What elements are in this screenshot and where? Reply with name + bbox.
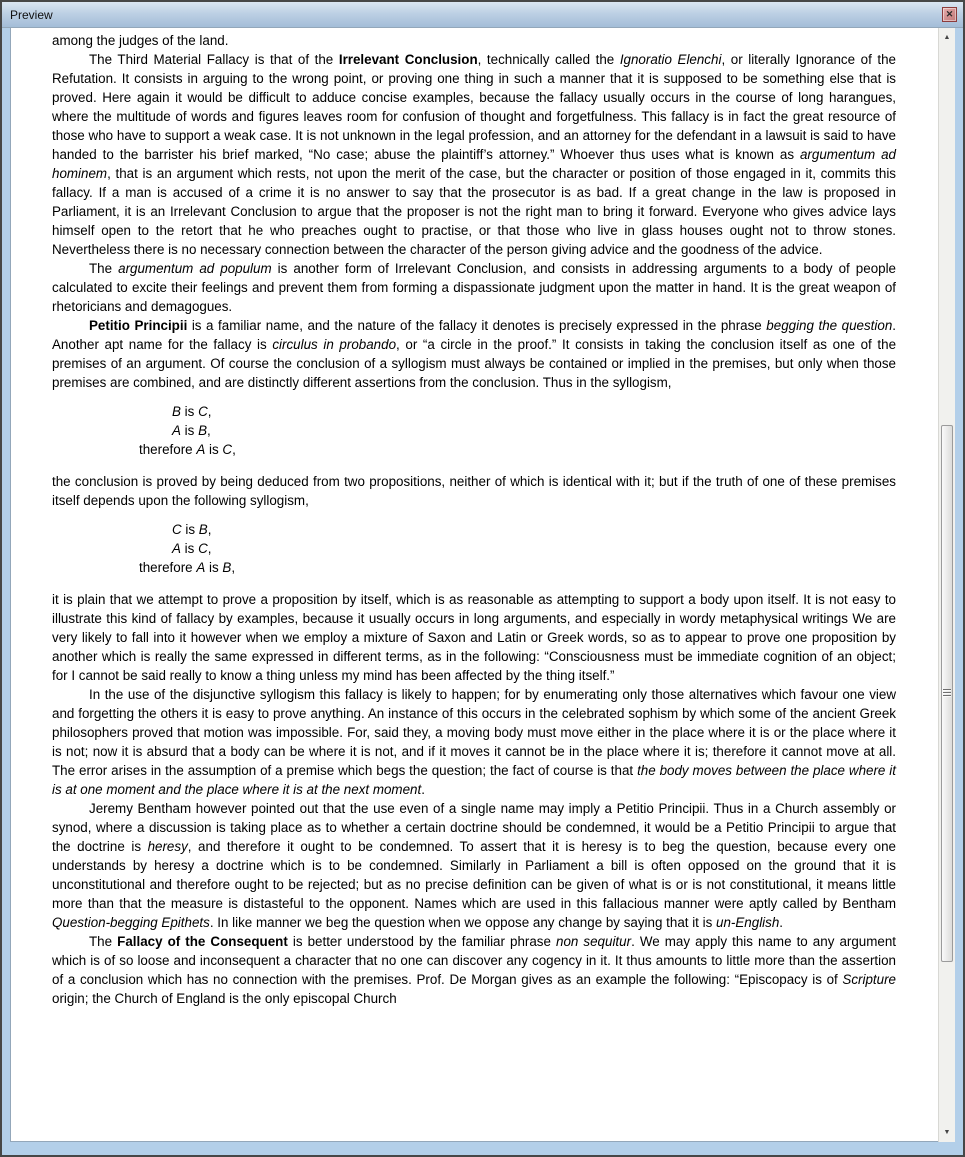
document-panel xyxy=(10,28,938,1142)
italic-text-run: C xyxy=(198,404,208,419)
italic-text-run: heresy xyxy=(147,839,188,854)
italic-text-run: the body moves between the place where it is at one moment and the place where it is at the next moment xyxy=(52,763,896,797)
text-run: is xyxy=(205,442,223,457)
italic-text-run: B xyxy=(198,522,208,537)
text-run: , technically called the xyxy=(477,52,620,67)
text-run: the conclusion is proved by being deduced from two propositions, neither of which is identical with it; but if the truth of one of these premises itself depends upon the following syllogism, xyxy=(52,474,896,508)
close-button[interactable] xyxy=(942,7,957,22)
italic-text-run: begging the question xyxy=(766,318,893,333)
text-run: , xyxy=(232,442,236,457)
scrollbar-thumb[interactable] xyxy=(941,425,953,962)
bold-text-run: Irrelevant Conclusion xyxy=(338,52,478,67)
bold-text-run: Fallacy of the Consequent xyxy=(117,934,288,949)
text-run: , that is an argument which rests, not upon the merit of the case, but the character or position of those engaged in it, commits this fallacy. If a man is accused of a crime it is no answer to say that the prosecutor is as bad. If a great change in the law is proposed in Parliament, it is an Irrelevant Conclusion to argue that the proposer is not the right man to bring it forward. Everyone who gives advice lays himself open to the retort that he who preaches ought to practise, or that those who live in glass houses ought not to throw stones. Nevertheless there is no necessary connection between the character of the person giving advice and the goodness of the advice. xyxy=(52,166,896,257)
paragraph xyxy=(52,799,896,932)
text-run: origin; the Church of England is the only episcopal Church xyxy=(52,991,397,1006)
text-run: is xyxy=(180,541,199,556)
text-run: among the judges of the land. xyxy=(52,33,229,48)
paragraph xyxy=(52,31,896,50)
client-area xyxy=(2,28,963,1155)
text-run: is xyxy=(181,522,199,537)
text-run: The Third Material Fallacy is that of the xyxy=(89,52,339,67)
paragraph xyxy=(52,316,896,392)
italic-text-run: circulus in probando xyxy=(272,337,397,352)
syllogism-line xyxy=(139,402,896,421)
paragraph xyxy=(52,932,896,1008)
scrollbar-up-button[interactable] xyxy=(939,31,955,44)
italic-text-run: B xyxy=(198,423,207,438)
text-run: therefore xyxy=(139,442,197,457)
text-run: , xyxy=(207,423,211,438)
text-run: it is plain that we attempt to prove a proposition by itself, which is as reasonable as attempting to support a body upon itself. It is not easy to illustrate this kind of fallacy by examples, because it usually occurs in long arguments, and especially in wordy metaphysical writings We are very likely to fall into it however when we employ a mixture of Saxon and Latin or Greek words, so as to appear to prove one proposition by another which is really the same expressed in different terms, as in the following: “Consciousness must be immediate cognition of an object; for I cannot be said really to know a thing unless my mind has been affected by the thing itself.” xyxy=(52,592,896,683)
text-run: is better understood by the familiar phrase xyxy=(287,934,557,949)
italic-text-run: A xyxy=(196,560,206,575)
italic-text-run: A xyxy=(172,541,181,556)
italic-text-run: A xyxy=(196,442,206,457)
text-run: In the use of the disjunctive syllogism this fallacy is likely to happen; for by enumerating only those alternatives which favour one view and forgetting the others it is easy to prove anything. An instance of this occurs in the celebrated sophism by which some of the ancient Greek philosophers proved that motion was impossible. For, said they, a moving body must move either in the place where it is or the place where it is not; now it is absurd that a body can be where it is not, and if it moves it cannot be in the place where it is; therefore it cannot move at all. The error arises in the assumption of a premise which begs the question; the fact of course is that xyxy=(52,687,896,778)
vertical-scrollbar[interactable] xyxy=(938,28,955,1142)
syllogism-line xyxy=(139,558,896,577)
paragraph xyxy=(52,590,896,685)
text-run: The xyxy=(89,261,119,276)
syllogism-line xyxy=(139,421,896,440)
text-run: . Another apt name for the fallacy is xyxy=(52,318,897,352)
italic-text-run: argumentum ad populum xyxy=(118,261,272,276)
text-run: , or “a circle in the proof.” It consists in taking the conclusion itself as one of the premises of an argument. Of course the conclusion of a syllogism must always be contained or implied in the premises, but only when those premises are combined, and are distinctly different assertions from the conclusion. Thus in the syllogism, xyxy=(52,337,897,390)
scrollbar-down-button[interactable] xyxy=(939,1126,955,1139)
text-run: is xyxy=(180,423,199,438)
italic-text-run: C xyxy=(222,442,233,457)
text-run: , or literally Ignorance of the Refutation. It consists in arguing to the wrong point, or proving one thing in such a manner that it is supposed to be something else that is proved. Here again it would be difficult to adduce concise examples, because the fallacy usually occurs in the course of long harangues, where the multitude of words and figures leaves room for confusion of thought and forgetfulness. This fallacy is in fact the great resource of those who have to support a weak case. It is not unknown in the legal profession, and an attorney for the defendant in a lawsuit is said to have handed to the barrister his brief marked, “No case; abuse the plaintiff’s attorney.” Whoever thus uses what is known as xyxy=(52,52,896,162)
text-run: . xyxy=(779,915,784,930)
paragraph xyxy=(52,685,896,799)
document-content xyxy=(11,28,938,1008)
text-run: , xyxy=(207,404,212,419)
italic-text-run: Ignoratio Elenchi xyxy=(619,52,722,67)
italic-text-run: Scripture xyxy=(842,972,896,987)
text-run: . We may apply this name to any argument which is of so loose and inconsequent a character that no one can discover any cogency in it. It thus amounts to little more than the assertion of a conclusion which has no connection with the premises. Prof. De Morgan gives as an example the following: “Episcopacy is of xyxy=(52,934,897,987)
syllogism-line xyxy=(139,539,896,558)
text-run: The xyxy=(89,934,118,949)
text-run: is another form of Irrelevant Conclusion, and consists in addressing arguments to a body of people calculated to excite their feelings and prevent them from forming a dispassionate judgment upon the matter in hand. It is the great weapon of rhetoricians and demagogues. xyxy=(52,261,897,314)
titlebar[interactable] xyxy=(2,2,963,28)
text-run: , xyxy=(207,541,212,556)
syllogism-block xyxy=(52,520,896,577)
paragraph xyxy=(52,50,896,259)
paragraph xyxy=(52,472,896,510)
italic-text-run: C xyxy=(198,541,208,556)
italic-text-run: B xyxy=(172,404,181,419)
window-title: Preview xyxy=(10,7,53,22)
close-icon: ✕ xyxy=(945,9,954,19)
text-run: , and therefore it ought to be condemned. To assert that it is heresy is to beg the question, because every one understands by heresy a doctrine which is to be condemned. Similarly in Parliament a bill is often opposed on the ground that it is unconstitutional and therefore ought to be rejected; but as no precise definition can be given of what is or is not constitutional, it means little more than that the measure is distasteful to the opponent. Names which are used in this fallacious manner were aptly called by Bentham xyxy=(52,839,896,911)
syllogism-line xyxy=(139,440,896,459)
text-run: is a familiar name, and the nature of the fallacy it denotes is precisely expressed in the phrase xyxy=(187,318,767,333)
text-run: is xyxy=(205,560,223,575)
italic-text-run: non sequitur xyxy=(556,934,632,949)
italic-text-run: argumentum ad hominem xyxy=(52,147,896,181)
bold-text-run: Petitio Principii xyxy=(89,318,188,333)
italic-text-run: B xyxy=(222,560,232,575)
text-run: . In like manner we beg the question when we oppose any change by saying that it is xyxy=(209,915,717,930)
text-run: , xyxy=(207,522,212,537)
scrollbar-grip-icon xyxy=(943,689,951,698)
paragraph xyxy=(52,259,896,316)
text-run: is xyxy=(180,404,199,419)
syllogism-block xyxy=(52,402,896,459)
italic-text-run: C xyxy=(172,522,182,537)
text-run: . xyxy=(421,782,425,797)
italic-text-run: Question-begging Epithets xyxy=(52,915,210,930)
down-arrow-icon: ▼ xyxy=(943,1129,951,1136)
syllogism-line xyxy=(139,520,896,539)
text-run: therefore xyxy=(139,560,197,575)
italic-text-run: A xyxy=(172,423,181,438)
text-run: , xyxy=(231,560,236,575)
up-arrow-icon: ▲ xyxy=(943,34,951,41)
text-run: Jeremy Bentham however pointed out that the use even of a single name may imply a Petitio Principii. Thus in a Church assembly or synod, where a discussion is taking place as to whether a certain doctrine should be condemned, it would be a Petitio Principii to argue that the doctrine is xyxy=(52,801,896,854)
italic-text-run: un-English xyxy=(716,915,780,930)
